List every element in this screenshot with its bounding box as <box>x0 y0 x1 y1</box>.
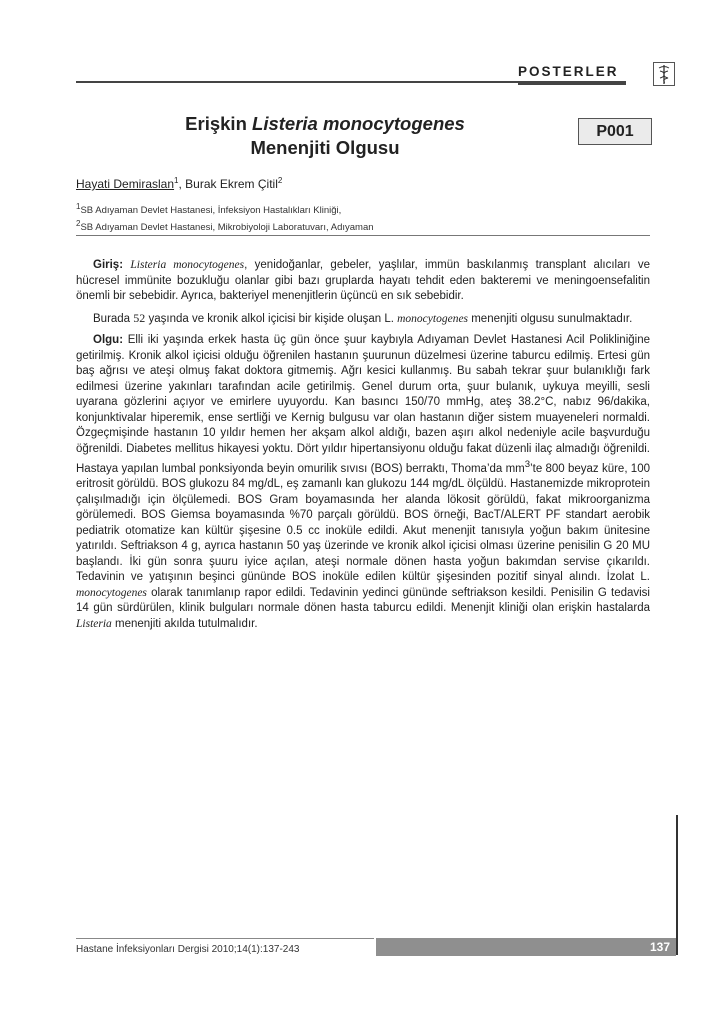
section-label: POSTERLER <box>518 64 619 79</box>
species-name: Listeria monocytogenes <box>130 259 245 271</box>
aim-text: Burada <box>93 312 134 325</box>
title-species: Listeria monocytogenes <box>252 113 465 134</box>
article-title <box>120 112 530 160</box>
affiliation-mark: 2 <box>76 219 81 228</box>
affiliation <box>76 219 374 233</box>
footer-bar <box>376 938 676 956</box>
affiliation <box>76 202 341 216</box>
author-affiliation-mark: 2 <box>277 176 283 185</box>
affiliation-mark: 1 <box>76 202 81 211</box>
aim-text: menenjiti olgusu sunulmaktadır. <box>468 312 633 325</box>
unit-superscript: 3 <box>524 459 531 470</box>
case-paragraph <box>76 333 650 632</box>
title-suffix: Menenjiti Olgusu <box>250 137 400 158</box>
species-name: monocytogenes <box>397 312 469 325</box>
case-text: menenjiti akılda tutulmalıdır. <box>111 617 258 630</box>
footer-rule <box>76 938 374 939</box>
aim-text: yaşında ve kronik alkol içicisi bir kişide oluşan L. <box>145 312 398 325</box>
case-label: Olgu: <box>93 334 124 346</box>
intro-paragraph <box>76 258 650 305</box>
author-name: Burak Ekrem Çitil <box>185 177 278 191</box>
case-text: Elli iki yaşında erkek hasta üç gün önce şuur kaybıyla Adıyaman Devlet Hastanesi Acil Polikliniğine getirilmiş. Kronik alkol içicisi olduğu öğrenilen hastanın şuurunun düzelmesi üzerine taburcu edilmiş. Ertesi gün baş ağrısı ve ateşi olmuş fakat doktora gitmemiş. Ağrı kesici kullanmış. Bu sabah tekrar şuur bulanıklığı fark edilmesi üzerine yakınları tarafından acile getirilmiş. Genel durum orta, şuur bulanık, uykuya meyilli, sesli uyarana gözlerini açıyor ve emirlere uyuyordu. Kan basıncı 150/70 mmHg, ateş 38.2°C, nabız 96/dakika, konjunktivalar hiperemik, ense sertliği ve Kernig bulgusu var olan hastanın diğer sistem muayeneleri normaldi. Özgeçmişinde hastanın 10 yıldır hemen her akşam alkol aldığı, bazen aşırı alkol nedeniyle acile başvurduğu öğrenildi. Diabetes mellitus hikayesi yoktu. Dört yıldır hipertansiyonu olduğu fakat düzenli ilaç almadığı öğrenildi. Hastaya yapılan lumbal ponksiyonda beyin omurilik sıvısı (BOS) berraktı, Thoma’da mm <box>76 334 650 475</box>
author-affiliation-mark: 1 <box>174 176 179 185</box>
article-body <box>76 258 650 638</box>
species-name: Listeria <box>76 617 112 630</box>
case-text: ’te 800 beyaz küre, 100 eritrosit görüldü. BOS glukozu 84 mg/dL, eş zamanlı kan glukozu 144 mg/dL ölçüldü. Hastanemizde mikroprotein çalışılmadığı için ölçülemedi. BOS Gram boyamasında her alanda lökosit görüldü, fakat mikroorganizma görülemedi. BOS Giemsa boyamasında %70 parçalı görüldü. BOS örneği, BacT/ALERT PF standart aerobik pediatrik otomatize kan kültür şişesine 0.5 cc inoküle edildi. Akut menenjit tanısıyla yoğun bakım ünitesine yatırıldı. Seftriakson 4 g, ayrıca hastanın 50 yaş üzerinde ve kronik alkol içicisi olması üzerine penisilin G 20 MU başlandı. İki gün sonra şuuru iyice açılan, ateşi normale dönen hasta yoğun bakımdan servise çıkarıldı. Tedavinin ve yatışının beşinci gününde BOS inoküle edilen kültür şişesinden pozitif sinyal alındı. İzolat L. <box>76 462 650 584</box>
title-prefix: Erişkin <box>185 113 253 134</box>
case-text: olarak tanımlanıp rapor edildi. Tedavinin yedinci gününde seftriakson kesildi. Penisilin G tedavisi 14 gün sürdürülen, klinik bulguları normale dönen hasta taburcu edildi. Menenjit kliniği olan erişkin hastalarda <box>76 586 650 615</box>
species-name: monocytogenes <box>76 586 147 599</box>
author-name: Hayati Demiraslan <box>76 177 175 191</box>
affiliation-divider <box>76 235 650 236</box>
caduceus-icon <box>653 62 675 86</box>
affiliation-text: SB Adıyaman Devlet Hastanesi, Mikrobiyoloji Laboratuvarı, Adıyaman <box>80 222 374 234</box>
author-separator: , <box>178 177 186 191</box>
age-value: 52 <box>133 310 146 325</box>
header-rule-accent <box>518 83 626 85</box>
intro-text: , yenidoğanlar, gebeler, yaşlılar, immün baskılanmış transplant alıcıları ve hücresel immünite bozukluğu olanlar gibi bazı gruplarda hayatı tehdit eden bakteremi ve meningoensefalitin önemli bir sebebidir. Ayrıca, bakteriyel menenjitlerin üçüncü en sık sebebidir. <box>76 259 650 302</box>
affiliation-text: SB Adıyaman Devlet Hastanesi, İnfeksiyon Hastalıkları Kliniği, <box>80 205 342 217</box>
poster-id-badge: P001 <box>578 118 652 145</box>
margin-rule <box>676 815 678 955</box>
author-line <box>76 176 282 191</box>
page-number: 137 <box>649 940 670 954</box>
journal-citation: Hastane İnfeksiyonları Dergisi 2010;14(1):137-243 <box>76 944 300 955</box>
intro-label: Giriş: <box>93 259 124 271</box>
aim-paragraph <box>76 311 650 328</box>
